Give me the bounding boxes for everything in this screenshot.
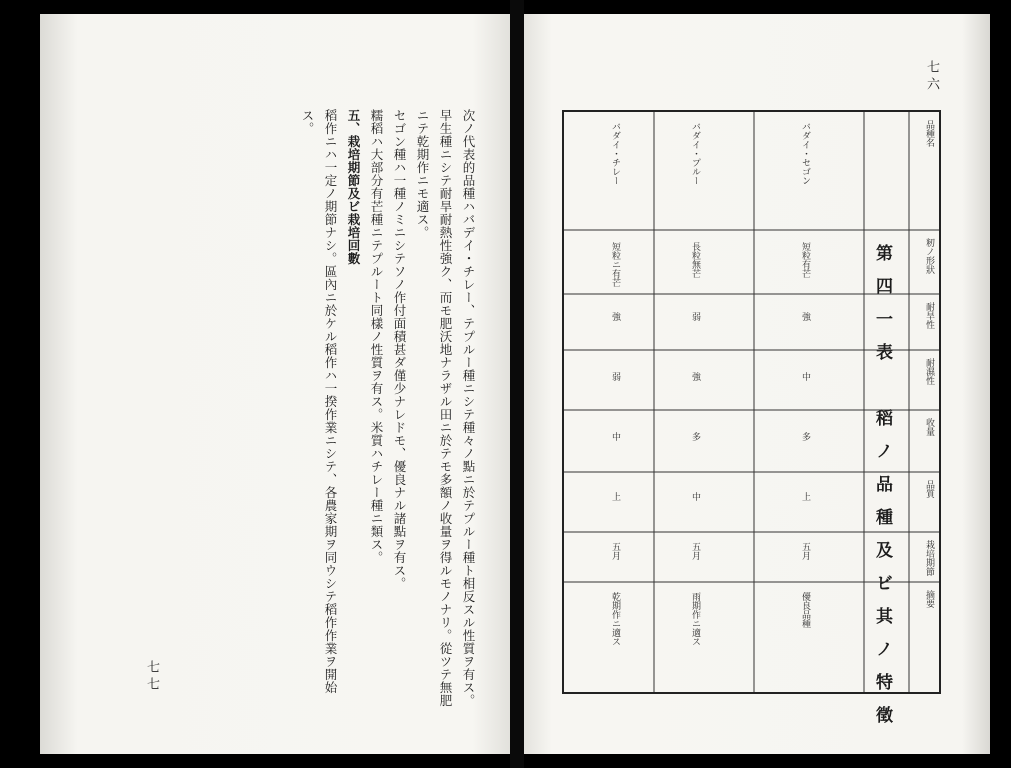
- paragraph-3: 糯稻ハ大部分有芒種ニテプルート同樣ノ性質ヲ有ス。米質ハチレー種ニ類ス。: [369, 109, 384, 564]
- row-1-quality: 上: [610, 492, 620, 501]
- row-2-remarks: 雨期作ニ適ス: [690, 592, 700, 646]
- section-heading: 五、栽培期節及ビ栽培回數: [346, 109, 361, 265]
- row-1-remarks: 乾期作ニ適ス: [610, 592, 620, 646]
- row-2-wet: 強: [690, 372, 700, 381]
- left-body-text: [50, 109, 480, 709]
- book-gutter: [510, 0, 524, 768]
- paragraph-1: 次ノ代表的品種ハバデイ・チレー、テプルー種ニシテ種々ノ點ニ於テプルー種ト相反スル性質ヲ有ス。早生種ニシテ耐旱耐熱性強ク、而モ肥沃地ナラザル田ニ於テモ多額ノ收量ヲ得ルモノナリ。從ツテ無肥ニテ乾期作ニモ適ス。: [415, 109, 476, 707]
- row-3-quality: 上: [800, 492, 810, 501]
- row-2-grain: 長粒無芒: [690, 242, 700, 278]
- header-season: 栽培期節: [924, 540, 934, 576]
- row-3-grain: 短粒有芒: [800, 242, 810, 278]
- row-3-variety: バダイ・セゴン: [800, 122, 810, 185]
- row-1-yield: 中: [610, 432, 620, 441]
- row-2-quality: 中: [690, 492, 700, 501]
- paragraph-2: セゴン種ハ一種ノミニシテソノ作付面積甚ダ僅少ナレドモ、優良ナル諸點ヲ有ス。: [392, 109, 407, 590]
- header-wet: 耐濕性: [924, 358, 934, 385]
- header-drought: 耐旱性: [924, 302, 934, 329]
- paragraph-4: 稻作ニハ一定ノ期節ナシ。區內ニ於ケル稻作ハ一揆作業ニシテ、各農家期ヲ同ウシテ稻作作業ヲ開始ス。: [300, 109, 338, 694]
- variety-table: [562, 110, 941, 694]
- row-1-season: 五月: [610, 542, 620, 560]
- row-1-wet: 弱: [610, 372, 620, 381]
- header-remarks: 摘要: [924, 590, 934, 608]
- left-page-number: 七七: [144, 660, 159, 694]
- left-page: [40, 14, 510, 754]
- row-3-drought: 強: [800, 312, 810, 321]
- table-title: 第四一表 稻ノ品種及ビ其ノ特徵: [872, 244, 892, 739]
- row-2-season: 五月: [690, 542, 700, 560]
- row-3-remarks: 優良品種: [800, 592, 810, 628]
- row-2-yield: 多: [690, 432, 700, 441]
- row-3-wet: 中: [800, 372, 810, 381]
- row-1-drought: 強: [610, 312, 620, 321]
- header-yield: 收量: [924, 418, 934, 436]
- right-page-number: 七六: [924, 60, 939, 94]
- header-grain: 籾ノ形狀: [924, 238, 934, 274]
- header-variety: 品種名: [924, 120, 934, 147]
- row-3-yield: 多: [800, 432, 810, 441]
- row-1-variety: バダイ・チレー: [610, 122, 620, 185]
- row-1-grain: 短粒ニ有芒: [610, 242, 620, 287]
- row-3-season: 五月: [800, 542, 810, 560]
- table-grid: [564, 112, 939, 692]
- right-page: [524, 14, 990, 754]
- row-2-drought: 弱: [690, 312, 700, 321]
- header-quality: 品質: [924, 480, 934, 498]
- row-2-variety: バダイ・プルー: [690, 122, 700, 185]
